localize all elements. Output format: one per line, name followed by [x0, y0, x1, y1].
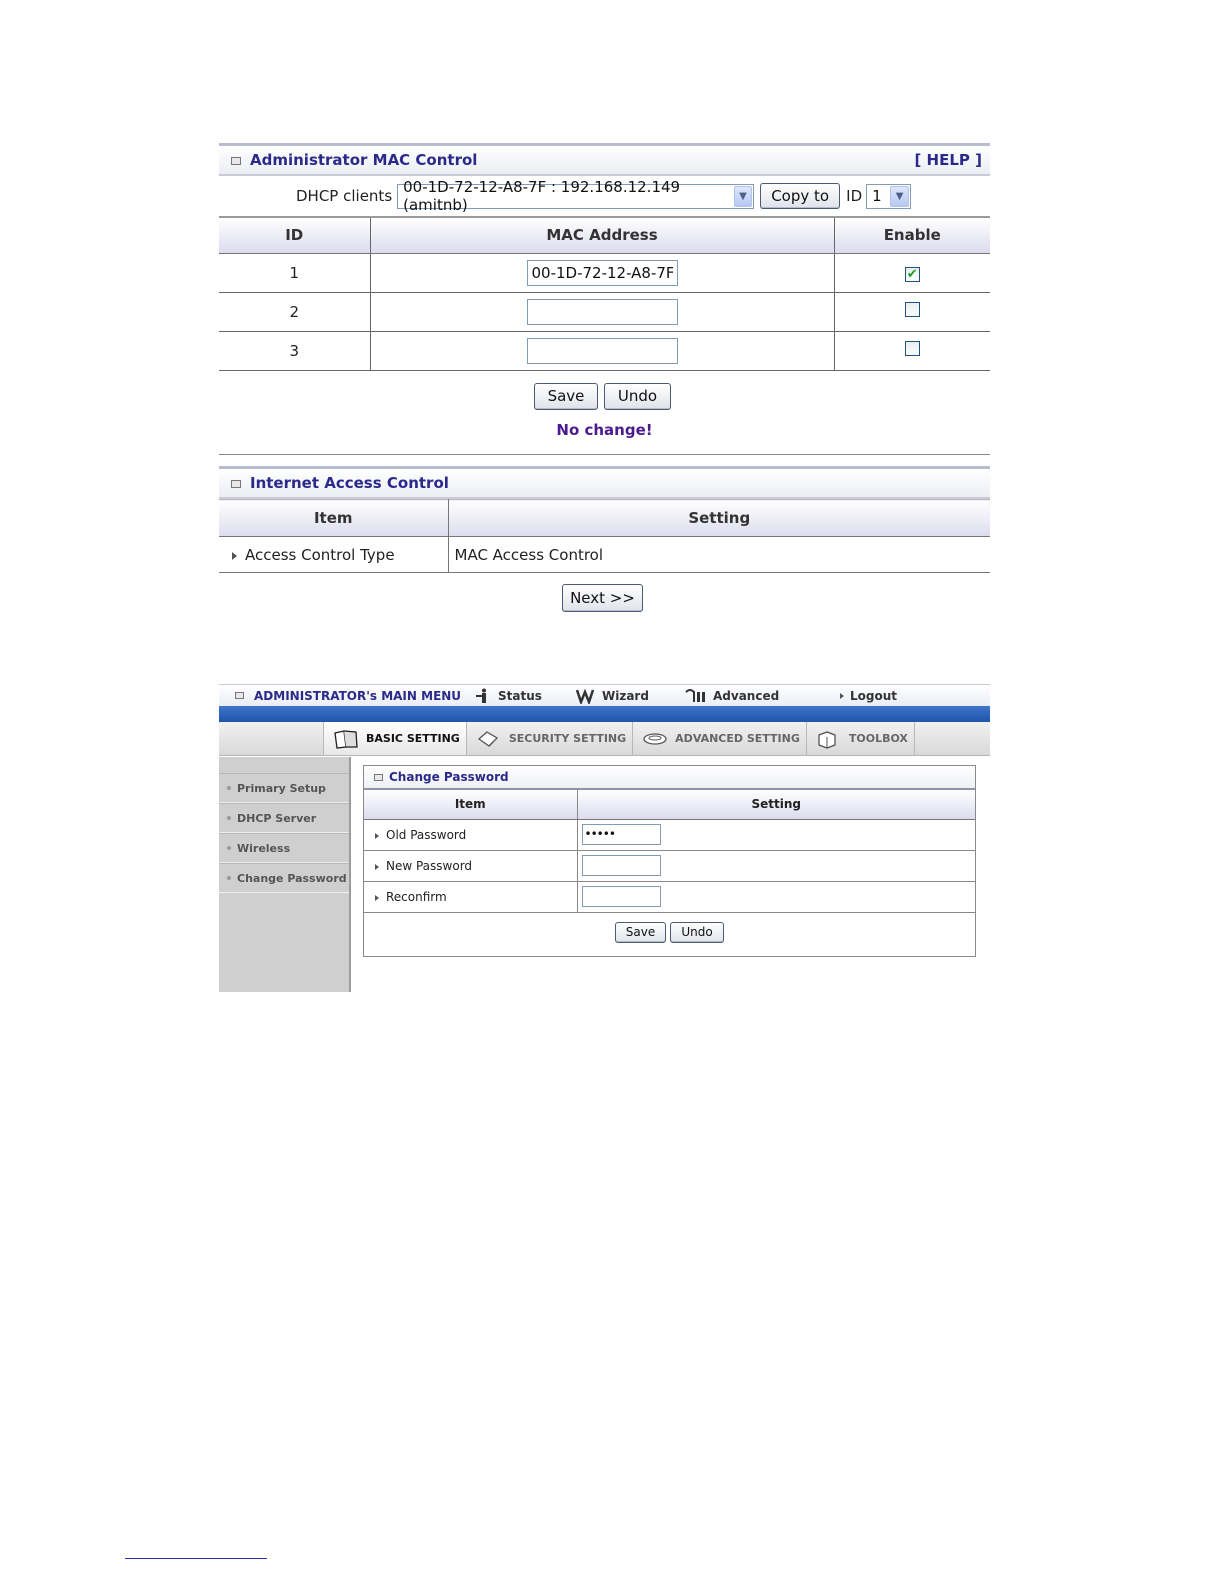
table-row — [219, 537, 990, 573]
table-row — [364, 850, 975, 881]
column-header-enable: Enable — [834, 217, 990, 253]
tab-basic-setting[interactable]: BASIC SETTING — [323, 722, 467, 755]
mac-control-actions — [219, 371, 990, 455]
change-password-table — [364, 790, 975, 913]
triangle-right-icon — [840, 693, 844, 699]
sidebar-item-dhcp-server[interactable]: DHCP Server — [219, 803, 349, 833]
status-message: No change! — [556, 420, 653, 439]
sidebar-item-primary-setup[interactable]: Primary Setup — [219, 773, 349, 803]
column-header-id: ID — [219, 217, 370, 253]
old-password-input[interactable]: ••••• — [582, 824, 661, 845]
internet-access-header — [219, 466, 990, 499]
undo-button[interactable]: Undo — [670, 922, 724, 943]
section-bullet-icon — [231, 480, 241, 488]
access-control-type-value: MAC Access Control — [448, 537, 990, 573]
row-id: 2 — [219, 292, 370, 331]
router-admin-ui — [219, 684, 990, 992]
mac-address-input[interactable] — [527, 260, 678, 286]
mac-address-table — [219, 216, 990, 371]
mac-control-title: Administrator MAC Control — [250, 151, 478, 169]
copy-to-button[interactable]: Copy to — [760, 183, 840, 209]
nav-status[interactable]: Status — [474, 688, 576, 704]
internet-access-title: Internet Access Control — [250, 474, 449, 492]
bullet-icon — [227, 786, 231, 790]
id-select-value: 1 — [872, 187, 882, 205]
bullet-icon — [227, 816, 231, 820]
internet-access-table — [219, 499, 990, 573]
main-menu-bar — [219, 684, 990, 706]
new-password-label: New Password — [386, 858, 473, 873]
row-id: 3 — [219, 331, 370, 370]
tab-advanced-setting[interactable]: ADVANCED SETTING — [633, 722, 807, 755]
help-link[interactable]: [ HELP ] — [914, 151, 982, 169]
reconfirm-label: Reconfirm — [386, 889, 447, 904]
triangle-right-icon — [375, 833, 379, 839]
section-bullet-icon — [374, 774, 383, 781]
id-select[interactable] — [866, 184, 911, 209]
advanced-icon — [684, 688, 708, 704]
access-control-type-label: Access Control Type — [245, 545, 395, 564]
change-password-panel — [363, 765, 976, 957]
next-button[interactable]: Next >> — [562, 584, 643, 612]
status-icon — [474, 688, 492, 704]
table-row — [219, 331, 990, 370]
enable-checkbox[interactable] — [905, 302, 920, 317]
new-password-input[interactable] — [582, 855, 661, 876]
toolbox-icon — [815, 729, 843, 749]
dhcp-clients-value: 00-1D-72-12-A8-7F : 192.168.12.149 (amitnb) — [403, 178, 681, 214]
main-menu-title: ADMINISTRATOR's MAIN MENU — [254, 688, 462, 703]
table-row — [364, 881, 975, 912]
save-button[interactable]: Save — [615, 922, 666, 943]
id-label: ID — [846, 187, 863, 205]
internet-access-panel — [219, 466, 990, 623]
settings-tabs — [219, 722, 990, 756]
nav-advanced[interactable]: Advanced — [684, 688, 840, 704]
dhcp-clients-select[interactable] — [397, 178, 754, 214]
row-id: 1 — [219, 253, 370, 292]
header-band — [219, 706, 990, 722]
change-password-title: Change Password — [389, 770, 509, 784]
triangle-right-icon — [375, 864, 379, 870]
undo-button[interactable]: Undo — [604, 383, 671, 410]
mac-control-panel — [219, 143, 990, 455]
enable-checkbox[interactable] — [905, 341, 920, 356]
wizard-icon — [576, 688, 596, 704]
triangle-right-icon — [232, 552, 237, 560]
bullet-icon — [227, 846, 231, 850]
table-row — [219, 292, 990, 331]
column-header-setting: Setting — [577, 790, 975, 819]
dhcp-clients-row — [219, 176, 990, 216]
mac-address-input[interactable] — [527, 338, 678, 364]
table-row — [219, 253, 990, 292]
checkmark-icon: ✔ — [906, 266, 918, 282]
sidebar-item-wireless[interactable]: Wireless — [219, 833, 349, 863]
nav-logout[interactable]: Logout — [840, 689, 897, 703]
section-bullet-icon — [235, 692, 244, 699]
mac-address-input[interactable] — [527, 299, 678, 325]
section-bullet-icon — [231, 157, 241, 165]
triangle-right-icon — [375, 895, 379, 901]
nav-wizard[interactable]: Wizard — [576, 688, 684, 704]
shield-icon — [475, 729, 503, 749]
chevron-down-icon[interactable]: ▼ — [890, 186, 909, 207]
enable-checkbox[interactable] — [905, 267, 920, 282]
reconfirm-input[interactable] — [582, 886, 661, 907]
column-header-item: Item — [364, 790, 577, 819]
column-header-item: Item — [219, 500, 448, 537]
sidebar-item-change-password[interactable]: Change Password — [219, 863, 349, 893]
old-password-label: Old Password — [386, 827, 467, 842]
save-button[interactable]: Save — [534, 383, 598, 410]
footnote-divider — [125, 1558, 267, 1559]
router-icon — [641, 729, 669, 749]
tab-security-setting[interactable]: SECURITY SETTING — [467, 722, 633, 755]
dhcp-clients-label: DHCP clients — [296, 187, 393, 205]
mac-control-header — [219, 143, 990, 176]
sidebar — [219, 757, 351, 992]
column-header-setting: Setting — [448, 500, 990, 537]
tab-toolbox[interactable]: TOOLBOX — [807, 722, 915, 755]
book-icon — [332, 729, 360, 749]
chevron-down-icon[interactable]: ▼ — [734, 186, 752, 207]
change-password-header — [364, 766, 975, 790]
column-header-mac-address: MAC Address — [370, 217, 834, 253]
bullet-icon — [227, 876, 231, 880]
table-row — [364, 819, 975, 850]
